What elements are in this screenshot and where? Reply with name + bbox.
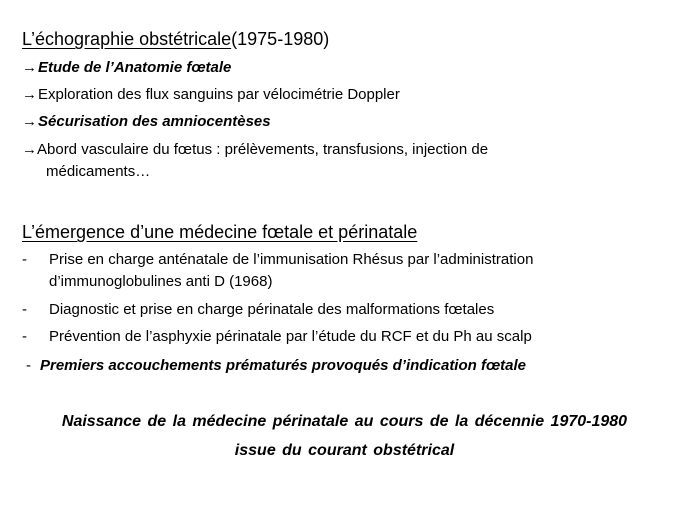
section2-heading-text: L’émergence d’une médecine fœtale et périnatale	[22, 222, 418, 242]
section2-heading	[22, 221, 417, 243]
arrow-item-text: Etude de l’Anatomie fœtale	[38, 59, 232, 76]
dash-item-4	[26, 355, 526, 377]
arrow-item-continuation: médicaments…	[46, 163, 151, 180]
dash-bullet: -	[22, 328, 27, 345]
dash-item-2	[22, 299, 682, 321]
section1-heading-underlined: L’échographie obstétricale	[22, 29, 232, 49]
arrow-icon: →	[22, 86, 37, 103]
dash-item-1	[22, 249, 682, 293]
conclusion-line-2: issue du courant obstétrical	[234, 442, 455, 459]
arrow-item-1	[22, 57, 231, 79]
dash-item-text: Prise en charge anténatale de l’immunisation Rhésus par l’administration	[49, 251, 534, 268]
arrow-item-2	[22, 84, 400, 106]
arrow-item-text: Abord vasculaire du fœtus : prélèvements, transfusions, injection de	[37, 141, 489, 158]
conclusion-line-1: Naissance de la médecine périnatale au cours de la décennie 1970-1980	[61, 413, 628, 430]
arrow-icon: →	[22, 141, 37, 158]
arrow-item-text: Sécurisation des amniocentèses	[38, 113, 271, 130]
section1-heading-dates: (1975-1980)	[231, 29, 330, 49]
arrow-icon: →	[22, 113, 37, 130]
dash-item-text-continued: d’immunoglobulines anti D (1968)	[49, 273, 273, 290]
dash-bullet: -	[26, 357, 31, 374]
arrow-item-text: Exploration des flux sanguins par vélocimétrie Doppler	[38, 86, 400, 103]
dash-bullet: -	[22, 251, 27, 268]
dash-item-text: Premiers accouchements prématurés provoqués d’indication fœtale	[40, 357, 526, 374]
dash-item-3	[22, 326, 682, 348]
arrow-item-3	[22, 111, 271, 133]
arrow-icon: →	[22, 59, 37, 76]
dash-item-text: Diagnostic et prise en charge périnatale des malformations fœtales	[49, 301, 495, 318]
section1-heading	[22, 28, 329, 50]
arrow-item-4	[22, 139, 488, 183]
dash-item-text: Prévention de l’asphyxie périnatale par l’étude du RCF et du Ph au scalp	[49, 328, 532, 345]
dash-bullet: -	[22, 301, 27, 318]
